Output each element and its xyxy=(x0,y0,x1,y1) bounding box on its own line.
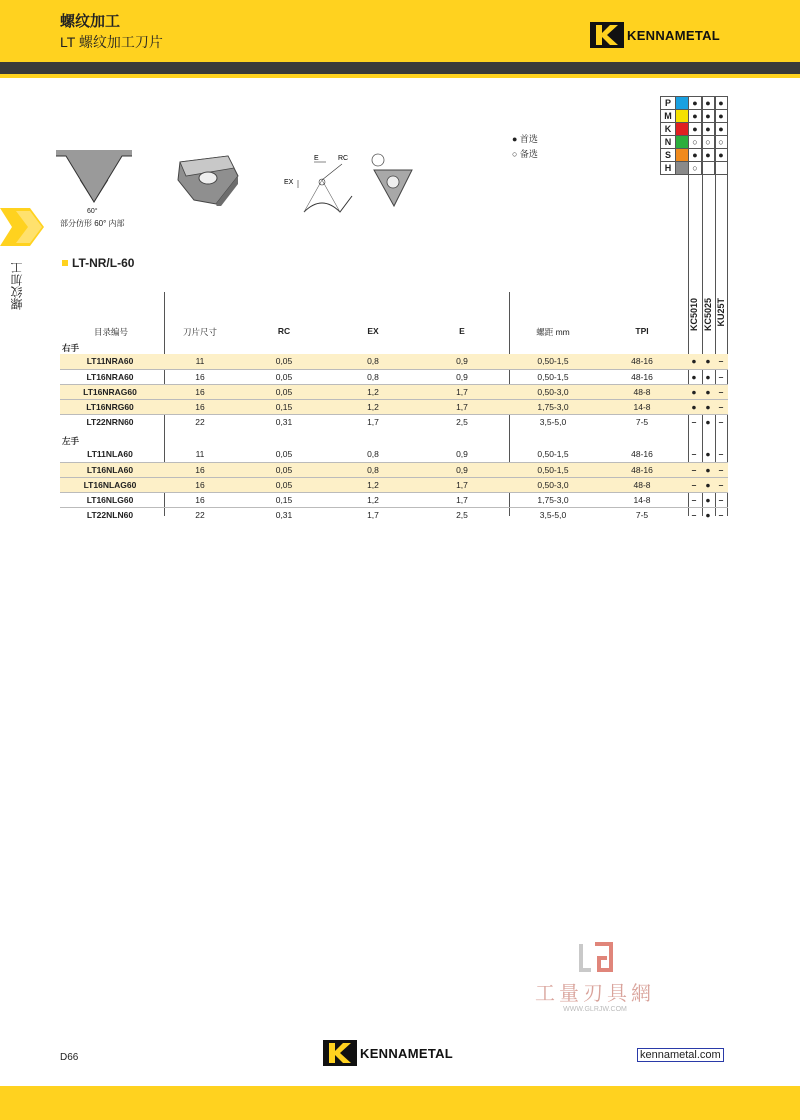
cell-rc: 0,31 xyxy=(275,510,293,520)
material-color-swatch xyxy=(676,149,689,162)
material-color-swatch xyxy=(676,110,689,123)
cell-pitch: 0,50-3,0 xyxy=(537,480,569,490)
cell-cat: LT16NRA60 xyxy=(86,372,134,382)
material-code: K xyxy=(661,123,676,136)
legend-preferred: ● 首选 xyxy=(512,134,538,144)
header-dark-bar xyxy=(0,62,800,74)
cell-pitch: 0,50-1,5 xyxy=(537,449,569,459)
material-mark: ● xyxy=(702,149,715,162)
material-code: M xyxy=(661,110,676,123)
website-link[interactable]: kennametal.com xyxy=(637,1048,724,1062)
table-row xyxy=(60,369,728,385)
cell-size: 22 xyxy=(195,417,205,427)
cell-tpi: 7-5 xyxy=(635,417,649,427)
cell-rc: 0,15 xyxy=(275,495,293,505)
cell-grade: ● xyxy=(705,402,711,412)
cell-grade: – xyxy=(691,510,697,520)
cell-grade: – xyxy=(691,495,697,505)
side-section-label: 螺纹加工 xyxy=(10,262,24,310)
material-row xyxy=(661,97,728,110)
cell-grade: ● xyxy=(705,387,711,397)
material-mark xyxy=(702,162,715,175)
material-row xyxy=(661,110,728,123)
table-row xyxy=(60,507,728,523)
cell-grade: ● xyxy=(705,495,711,505)
cell-ex: 1,2 xyxy=(367,387,379,397)
cell-size: 16 xyxy=(195,372,205,382)
col-ex: EX xyxy=(367,326,379,336)
material-mark: ● xyxy=(689,123,702,136)
cell-e: 2,5 xyxy=(456,417,468,427)
cell-cat: LT16NRG60 xyxy=(86,402,134,412)
cell-tpi: 7-5 xyxy=(635,510,649,520)
cell-e: 0,9 xyxy=(456,449,468,459)
watermark-logo-icon xyxy=(575,942,615,972)
cell-grade: – xyxy=(718,372,724,382)
cell-e: 0,9 xyxy=(456,372,468,382)
cell-tpi: 14-8 xyxy=(633,495,651,505)
cell-rc: 0,05 xyxy=(275,387,293,397)
cell-ex: 1,2 xyxy=(367,402,379,412)
cell-tpi: 48-8 xyxy=(633,387,651,397)
legend xyxy=(512,132,538,162)
col-pitch: 螺距 mm xyxy=(536,327,570,337)
material-row xyxy=(661,123,728,136)
table-row xyxy=(60,462,728,478)
cell-e: 1,7 xyxy=(456,387,468,397)
cell-ex: 0,8 xyxy=(367,449,379,459)
material-code: S xyxy=(661,149,676,162)
cell-pitch: 3,5-5,0 xyxy=(539,417,567,427)
material-mark: ○ xyxy=(689,162,702,175)
cell-ex: 1,7 xyxy=(367,510,379,520)
cell-cat: LT22NRN60 xyxy=(86,417,134,427)
table-row xyxy=(60,477,728,493)
material-mark: ● xyxy=(702,97,715,110)
kennametal-k-icon xyxy=(323,1040,357,1066)
insert-3d-icon xyxy=(176,154,242,206)
footer-brand: KENNAMETAL xyxy=(360,1045,454,1061)
cell-rc: 0,31 xyxy=(275,417,293,427)
cell-tpi: 48-16 xyxy=(631,356,653,366)
cell-cat: LT16NLAG60 xyxy=(83,480,137,490)
cell-grade: ● xyxy=(705,449,711,459)
cell-pitch: 0,50-3,0 xyxy=(537,387,569,397)
material-mark: ○ xyxy=(702,136,715,149)
thread-profile-figure xyxy=(56,150,132,216)
cell-grade: – xyxy=(718,356,724,366)
cell-tpi: 48-16 xyxy=(631,372,653,382)
material-matrix xyxy=(660,96,728,175)
cell-grade: – xyxy=(718,495,724,505)
cell-grade: – xyxy=(691,480,697,490)
cell-cat: LT11NLA60 xyxy=(87,449,133,459)
material-mark: ● xyxy=(702,110,715,123)
col-e: E xyxy=(459,326,465,336)
cell-grade: – xyxy=(718,465,724,475)
material-row xyxy=(661,162,728,175)
table-row xyxy=(60,384,728,400)
yellow-square-icon xyxy=(62,260,68,266)
cell-cat: LT16NLA60 xyxy=(86,465,134,475)
watermark-text: 工量刃具網 xyxy=(535,983,655,1005)
cell-cat: LT11NRA60 xyxy=(86,356,134,366)
cell-size: 16 xyxy=(195,480,205,490)
material-mark: ● xyxy=(689,110,702,123)
cell-grade: – xyxy=(718,387,724,397)
cell-pitch: 3,5-5,0 xyxy=(539,510,567,520)
cell-pitch: 1,75-3,0 xyxy=(537,495,569,505)
brand-name: KENNAMETAL xyxy=(627,27,721,43)
cell-pitch: 1,75-3,0 xyxy=(537,402,569,412)
material-mark xyxy=(715,162,728,175)
group-label: 右手 xyxy=(62,343,80,353)
cell-grade: – xyxy=(718,449,724,459)
cell-rc: 0,05 xyxy=(275,465,293,475)
cell-grade: – xyxy=(718,417,724,427)
cell-ex: 1,7 xyxy=(367,417,379,427)
material-mark: ● xyxy=(715,123,728,136)
cell-rc: 0,15 xyxy=(275,402,293,412)
page-title: 螺纹加工 xyxy=(60,13,121,30)
cell-grade: – xyxy=(718,480,724,490)
material-mark: ● xyxy=(702,123,715,136)
cell-e: 2,5 xyxy=(456,510,468,520)
material-color-swatch xyxy=(676,97,689,110)
cell-e: 0,9 xyxy=(456,356,468,366)
cell-grade: ● xyxy=(705,417,711,427)
cell-tpi: 14-8 xyxy=(633,402,651,412)
cell-rc: 0,05 xyxy=(275,372,293,382)
material-code: P xyxy=(661,97,676,110)
cell-size: 16 xyxy=(195,387,205,397)
section-title: LT-NR/L-60 xyxy=(62,256,134,270)
material-mark: ○ xyxy=(689,136,702,149)
material-mark: ○ xyxy=(715,136,728,149)
material-mark: ● xyxy=(715,110,728,123)
col-size: 刀片尺寸 xyxy=(182,327,217,337)
cell-size: 22 xyxy=(195,510,205,520)
cell-grade: – xyxy=(718,402,724,412)
material-mark: ● xyxy=(689,97,702,110)
cell-grade: – xyxy=(691,465,697,475)
material-mark: ● xyxy=(715,97,728,110)
watermark xyxy=(535,942,655,1013)
cell-grade: ● xyxy=(691,387,697,397)
cell-e: 0,9 xyxy=(456,465,468,475)
cell-pitch: 0,50-1,5 xyxy=(537,356,569,366)
cell-e: 1,7 xyxy=(456,402,468,412)
header-band xyxy=(0,0,800,62)
profile-caption: 部分仿形 60° 内部 xyxy=(60,219,125,228)
cell-ex: 0,8 xyxy=(367,465,379,475)
cell-size: 16 xyxy=(195,465,205,475)
rc-label: RC xyxy=(338,155,349,162)
watermark-url: WWW.GLRJW.COM xyxy=(563,1006,627,1013)
material-color-swatch xyxy=(676,162,689,175)
cell-grade: – xyxy=(691,417,697,427)
table-row xyxy=(60,492,728,508)
page-number: D66 xyxy=(60,1052,79,1063)
material-code: H xyxy=(661,162,676,175)
col-tpi: TPI xyxy=(635,326,649,336)
cell-size: 16 xyxy=(195,495,205,505)
cell-grade: ● xyxy=(705,480,711,490)
cell-grade: ● xyxy=(705,356,711,366)
cell-tpi: 48-8 xyxy=(633,480,651,490)
cell-cat: LT16NRAG60 xyxy=(83,387,137,397)
cell-grade: – xyxy=(718,510,724,520)
col-catalog: 目录编号 xyxy=(93,327,128,337)
table-row xyxy=(60,354,728,369)
cell-tpi: 48-16 xyxy=(631,465,653,475)
e-label: E xyxy=(314,155,319,162)
grade-ku25t: KU25T xyxy=(716,298,726,327)
cell-pitch: 0,50-1,5 xyxy=(537,372,569,382)
material-code: N xyxy=(661,136,676,149)
material-mark: ● xyxy=(715,149,728,162)
cell-grade: – xyxy=(691,449,697,459)
footer-logo xyxy=(323,1040,453,1066)
material-mark: ● xyxy=(689,149,702,162)
cell-grade: ● xyxy=(691,372,697,382)
material-row xyxy=(661,136,728,149)
cell-ex: 1,2 xyxy=(367,480,379,490)
col-rc: RC xyxy=(277,326,291,336)
footer-band xyxy=(0,1086,800,1120)
cell-ex: 1,2 xyxy=(367,495,379,505)
grade-kc5010: KC5010 xyxy=(689,298,699,332)
angle-label: 60° xyxy=(87,208,98,215)
cell-grade: ● xyxy=(705,465,711,475)
cell-grade: ● xyxy=(705,510,711,520)
kennametal-logo xyxy=(590,22,720,48)
cell-grade: ● xyxy=(691,402,697,412)
cell-ex: 0,8 xyxy=(367,356,379,366)
cell-grade: ● xyxy=(691,356,697,366)
cell-rc: 0,05 xyxy=(275,356,293,366)
cell-size: 16 xyxy=(195,402,205,412)
side-chevron-icon xyxy=(0,208,54,246)
cell-tpi: 48-16 xyxy=(631,449,653,459)
ex-label: EX xyxy=(284,179,294,186)
legend-alternate: ○ 备选 xyxy=(512,149,538,159)
table-row xyxy=(60,447,728,462)
kennametal-k-icon xyxy=(590,22,624,48)
cell-e: 1,7 xyxy=(456,480,468,490)
cell-size: 11 xyxy=(195,449,205,459)
cell-size: 11 xyxy=(195,356,205,366)
cell-e: 1,7 xyxy=(456,495,468,505)
cell-cat: LT22NLN60 xyxy=(86,510,134,520)
insert-top-view-icon xyxy=(368,152,416,208)
insert-dimension-diagram xyxy=(282,152,362,224)
table-row xyxy=(60,399,728,415)
table-row xyxy=(60,414,728,430)
cell-rc: 0,05 xyxy=(275,449,293,459)
material-color-swatch xyxy=(676,123,689,136)
page-subtitle: LT 螺纹加工刀片 xyxy=(60,34,163,50)
header-yellow-line xyxy=(0,74,800,78)
grade-kc5025: KC5025 xyxy=(703,298,713,332)
cell-ex: 0,8 xyxy=(367,372,379,382)
cell-cat: LT16NLG60 xyxy=(86,495,134,505)
cell-grade: ● xyxy=(705,372,711,382)
group-label: 左手 xyxy=(62,436,80,446)
material-row xyxy=(661,149,728,162)
material-color-swatch xyxy=(676,136,689,149)
cell-rc: 0,05 xyxy=(275,480,293,490)
cell-pitch: 0,50-1,5 xyxy=(537,465,569,475)
